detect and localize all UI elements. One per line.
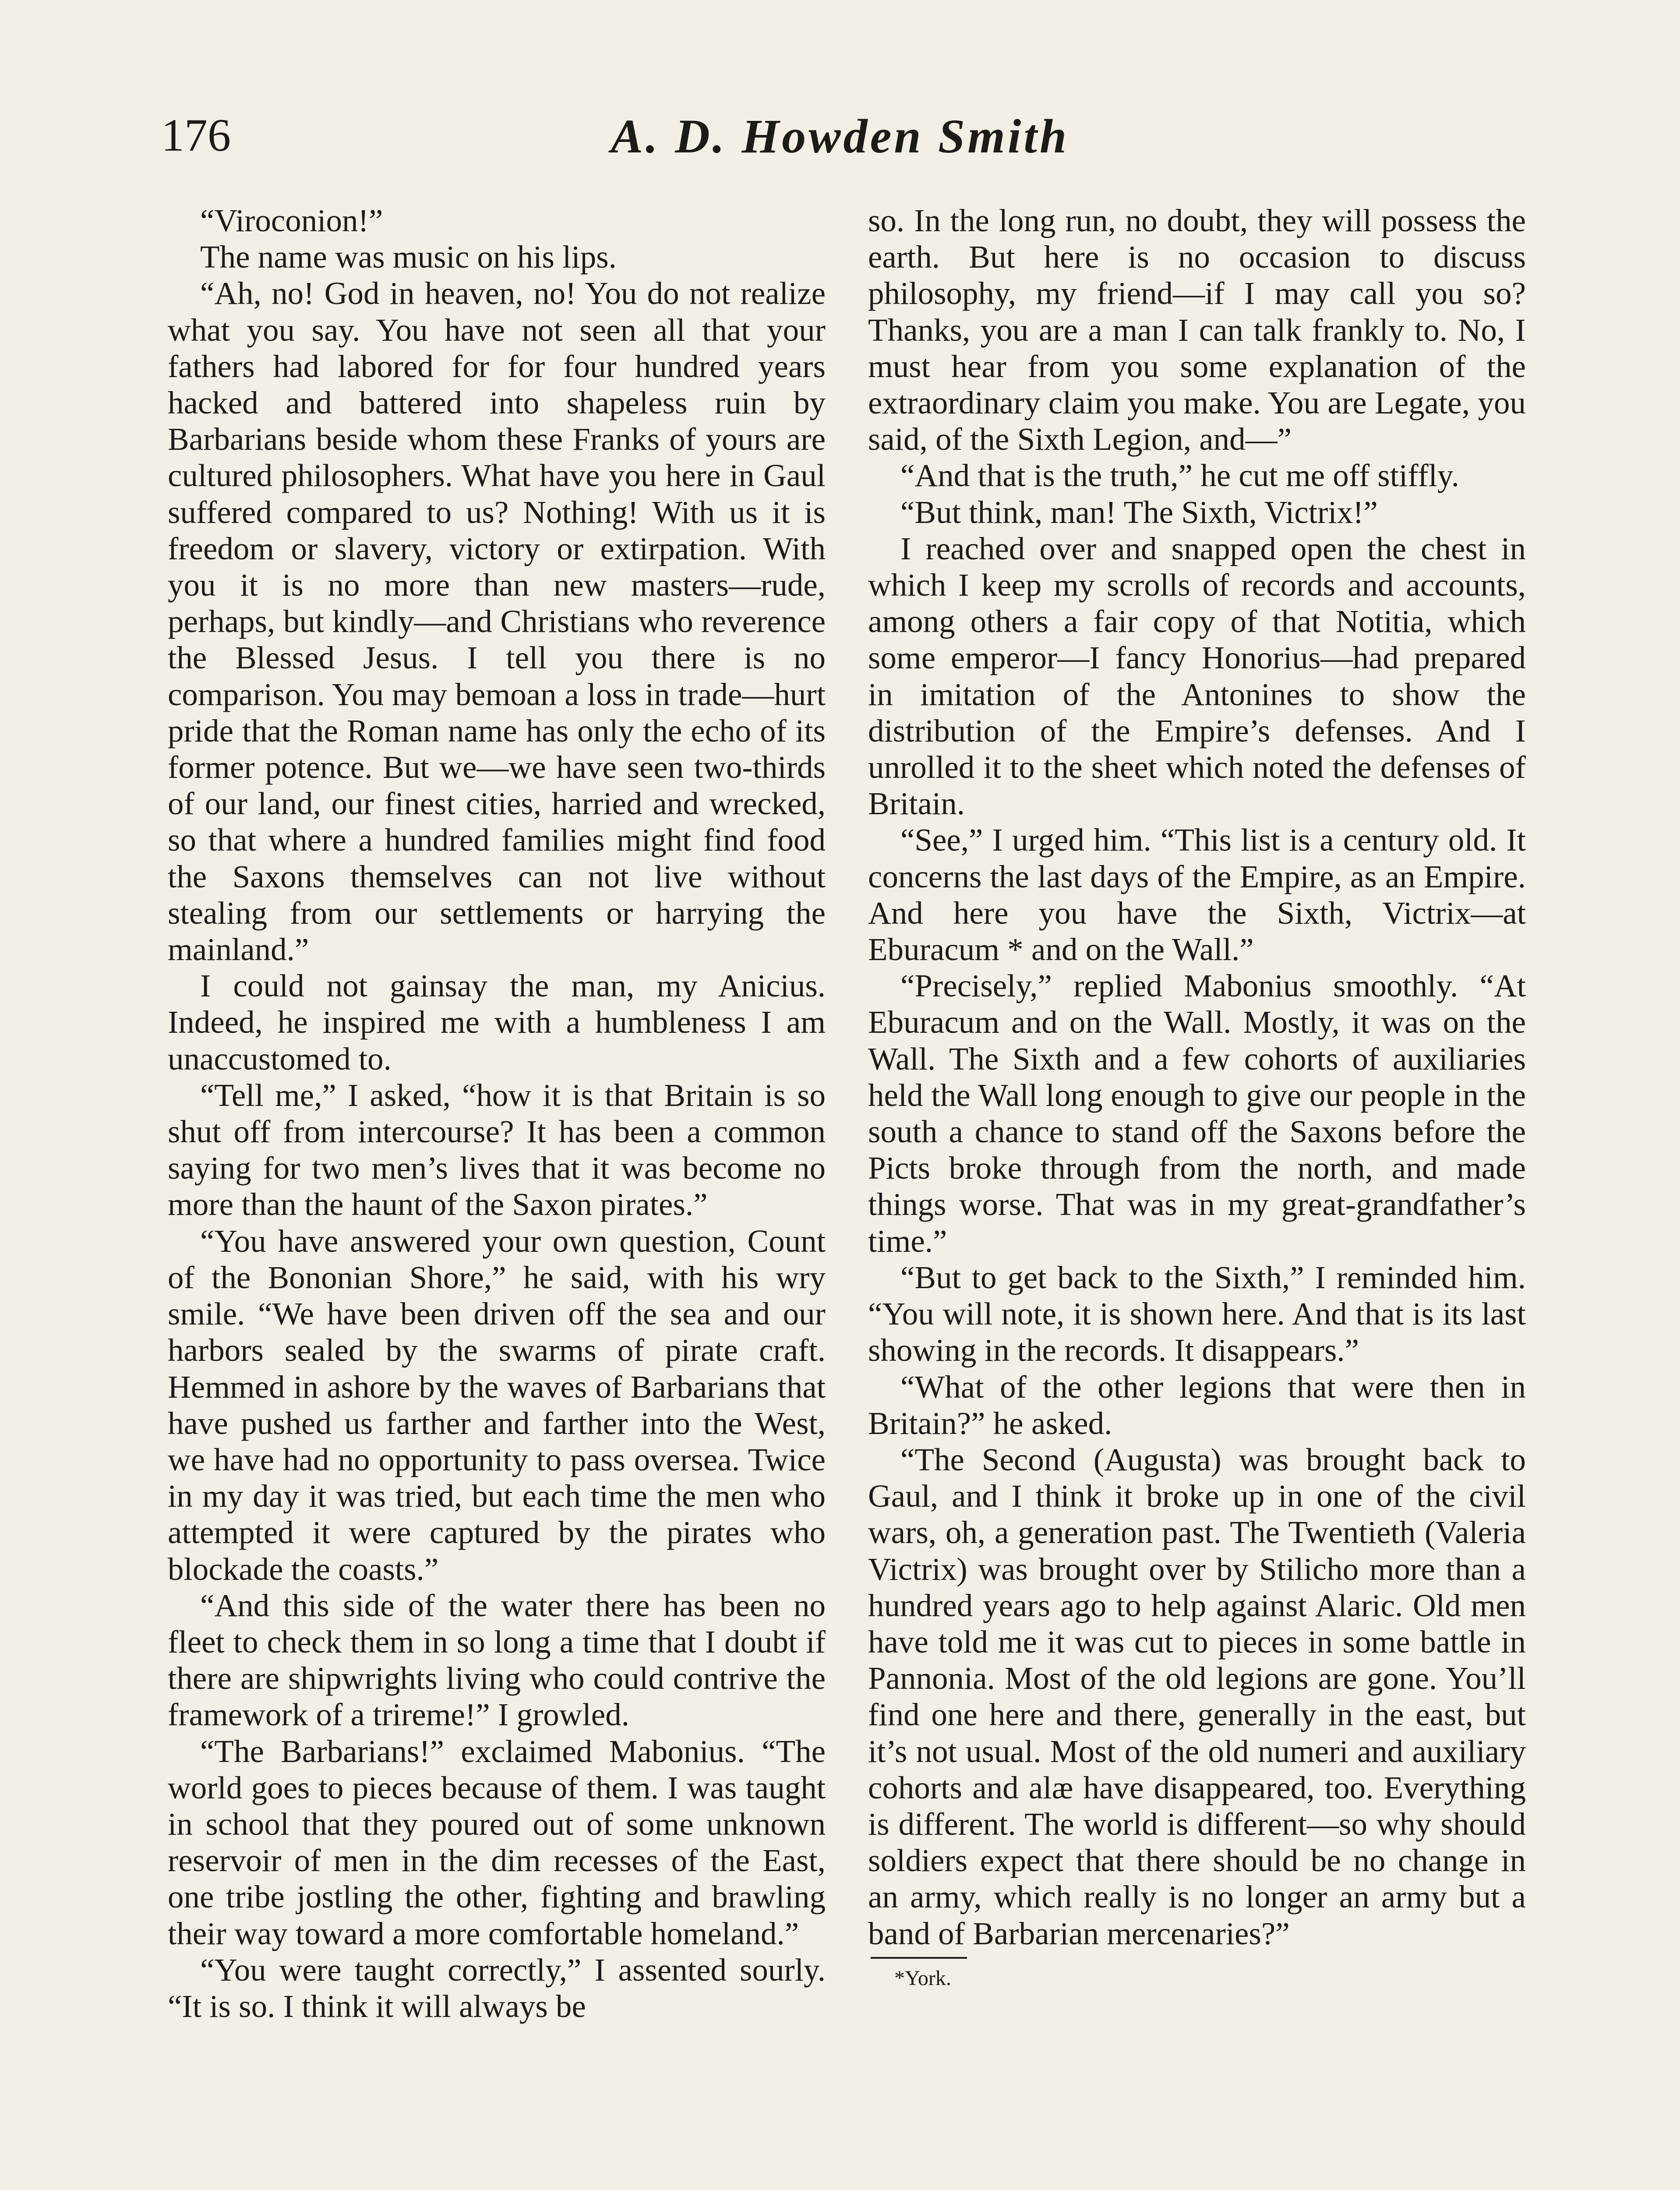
paragraph: “You were taught correctly,” I assented sourly. “It is so. I think it will always be [168,1952,826,2024]
paragraph: I reached over and snapped open the chest in which I keep my scrolls of records and accounts, among others a fair copy of that Notitia, which some emperor—I fancy Honorius—had prepared in imitation of the Antonines to show the distribution of the Empire’s defenses. And I unrolled it to the sheet which noted the defenses of Britain. [868,530,1526,822]
paragraph: “And that is the truth,” he cut me off stiffly. [900,458,1459,494]
paragraph: “And this side of the water there has been no fleet to check them in so long a time that I doubt if there are shipwrights living who could contrive the framework of a trireme!” I growled. [168,1587,826,1733]
paragraph: The name was music on his lips. [200,239,617,275]
paragraph: “Viroconion!” [200,203,383,238]
footnote-rule [871,1957,967,1959]
running-head: A. D. Howden Smith [611,110,1069,163]
right-column [868,202,1526,1991]
paragraph: “What of the other legions that were then in Britain?” he asked. [868,1369,1526,1441]
paragraph: so. In the long run, no doubt, they will possess the earth. But here is no occasion to discuss philosophy, my friend—if I may call you so? Thanks, you are a man I can talk frankly to. No, I must hear from you some explanation of the extraordinary claim you make. You are Legate, you said, of the Sixth Legion, and—” [868,203,1526,457]
paragraph: “Tell me,” I asked, “how it is that Britain is so shut off from intercourse? It has been a common saying for two men’s lives that it was become no more than the haunt of the Saxon pirates.” [168,1077,826,1222]
paragraph: “The Barbarians!” exclaimed Mabonius. “The world goes to pieces because of them. I was taught in school that they poured out of some unknown reservoir of men in the dim recesses of the East, one tribe jostling the other, fighting and brawling their way toward a more comfortable homeland.” [168,1733,826,1951]
footnote: *York. [894,1966,951,1990]
paragraph: “You have answered your own question, Count of the Bononian Shore,” he said, with his wry smile. “We have been driven off the sea and our harbors sealed by the swarms of pirate craft. Hemmed in ashore by the waves of Barbarians that have pushed us farther and farther into the West, we have had no opportunity to pass oversea. Twice in my day it was tried, but each time the men who attempted it were captured by the pirates who blockade the coasts.” [168,1223,826,1587]
page-number: 176 [161,110,231,161]
paragraph: “Ah, no! God in heaven, no! You do not realize what you say. You have not seen all that your fathers had labored for for four hundred years hacked and battered into shapeless ruin by Barbarians beside whom these Franks of yours are cultured philosophers. What have you here in Gaul suffered compared to us? Nothing! With us it is freedom or slavery, victory or extirpation. With you it is no more than new masters—rude, perhaps, but kindly—and Christians who reverence the Blessed Jesus. I tell you there is no comparison. You may bemoan a loss in trade—hurt pride that the Roman name has only the echo of its former potence. But we—we have seen two-thirds of our land, our finest cities, harried and wrecked, so that where a hundred families might find food the Saxons themselves can not live without stealing from our settlements or harrying the mainland.” [168,276,826,968]
paragraph: I could not gainsay the man, my Anicius. Indeed, he inspired me with a humbleness I am unaccustomed to. [168,968,826,1077]
paragraph: “See,” I urged him. “This list is a century old. It concerns the last days of the Empire, as an Empire. And here you have the Sixth, Victrix—at Eburacum * and on the Wall.” [868,822,1526,968]
paragraph: “But think, man! The Sixth, Victrix!” [900,494,1378,530]
left-column [168,202,826,2024]
paragraph: “Precisely,” replied Mabonius smoothly. “At Eburacum and on the Wall. Mostly, it was on the Wall. The Sixth and a few cohorts of auxiliaries held the Wall long enough to give our people in the south a chance to stand off the Saxons before the Picts broke through from the north, and made things worse. That was in my great-grandfather’s time.” [868,968,1526,1259]
paragraph: “The Second (Augusta) was brought back to Gaul, and I think it broke up in one of the civil wars, oh, a generation past. The Twentieth (Valeria Victrix) was brought over by Stilicho more than a hundred years ago to help against Alaric. Old men have told me it was cut to pieces in some battle in Pannonia. Most of the old legions are gone. You’ll find one here and there, generally in the east, but it’s not usual. Most of the old numeri and auxiliary cohorts and alæ have disappeared, too. Everything is different. The world is different—so why should soldiers expect that there should be no change in an army, which really is no longer an army but a band of Barbarian mercenaries?” [868,1441,1526,1951]
paragraph: “But to get back to the Sixth,” I reminded him. “You will note, it is shown here. And that is its last showing in the records. It disappears.” [868,1259,1526,1368]
